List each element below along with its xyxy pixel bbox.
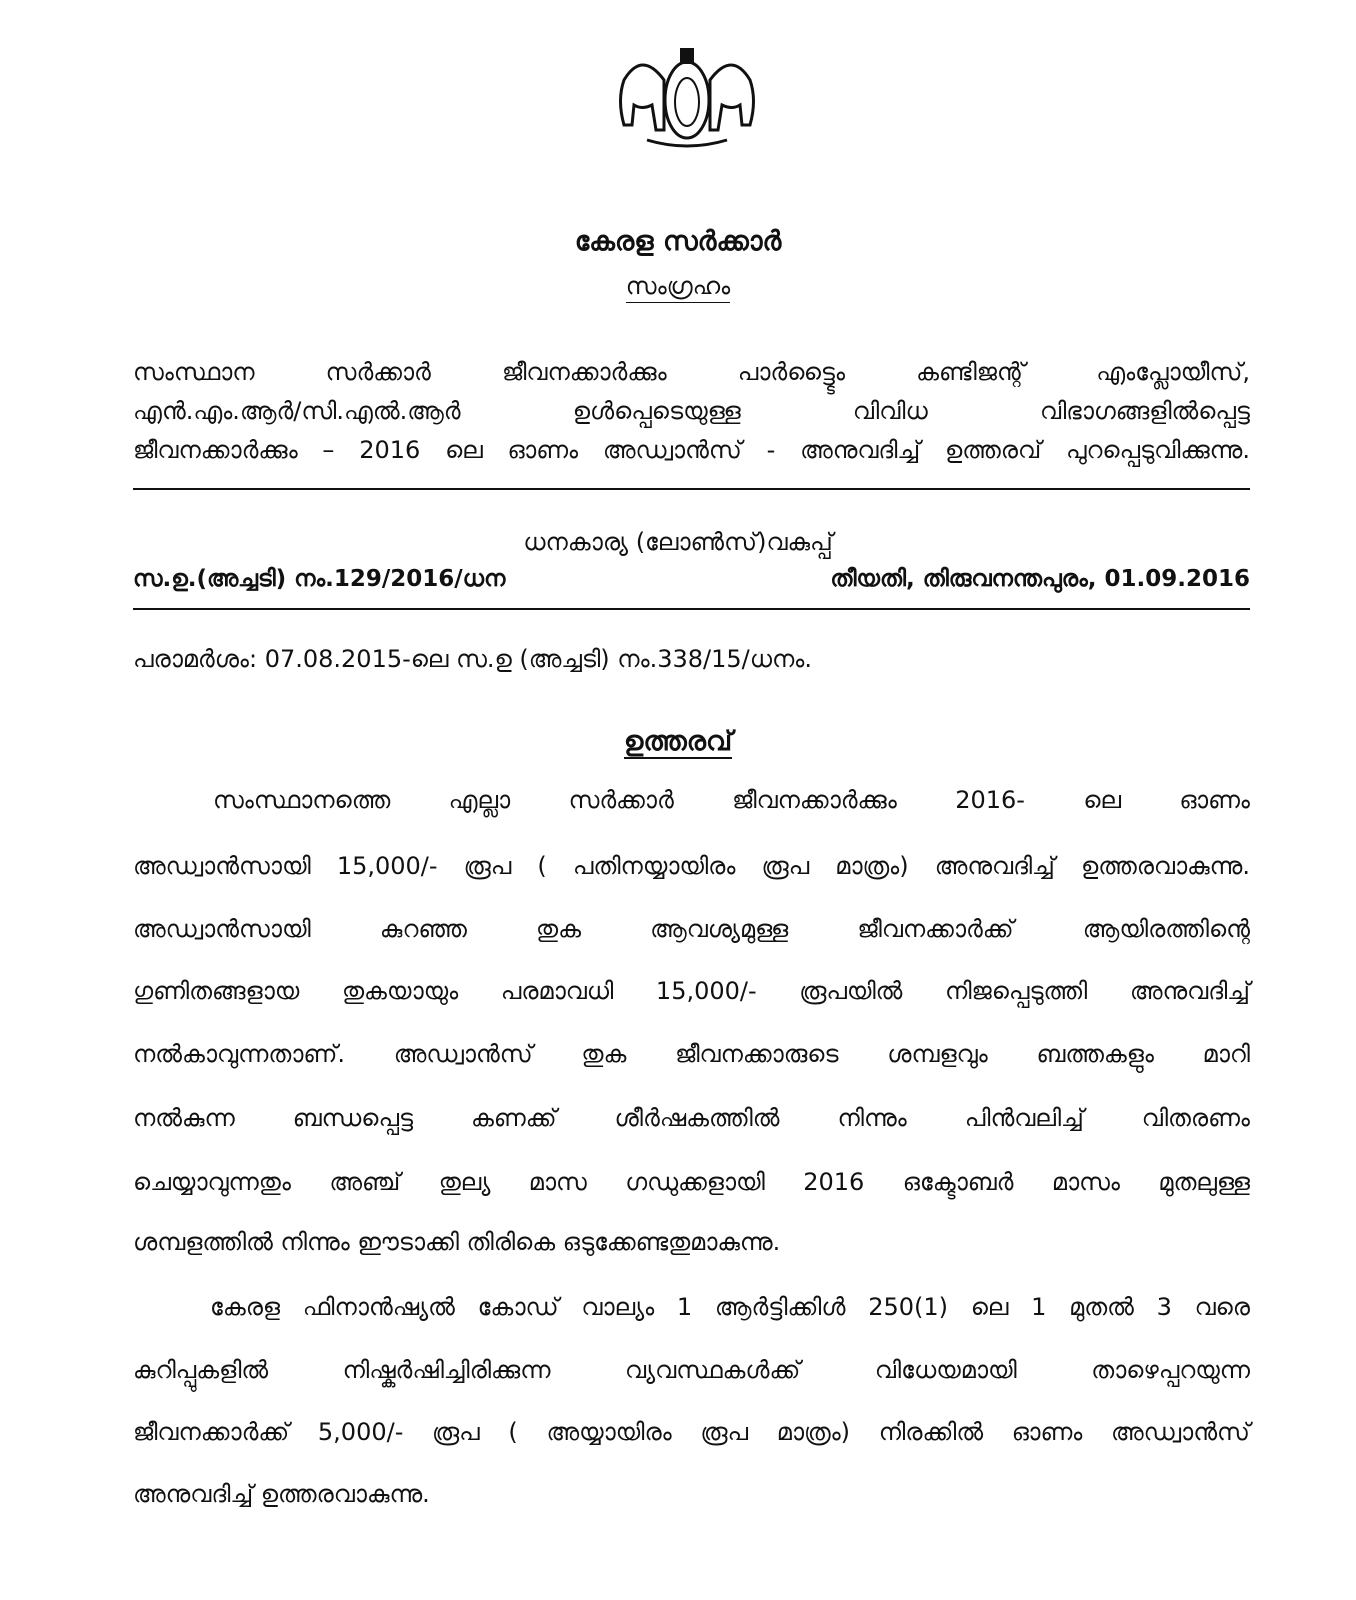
order-heading-text: ഉത്തരവ് bbox=[623, 726, 733, 757]
paragraph-line: ജീവനക്കാർക്ക് 5,000/- രൂപ ( അയ്യായിരം രൂപ മാത്രം) നിരക്കിൽ ഓണം അഡ്വാൻസ് bbox=[133, 1418, 1250, 1446]
summary-line: സംസ്ഥാന സർക്കാർ ജീവനക്കാർക്കും പാർട്ട്ടൈം കണ്ടിജന്റ് എംപ്ലോയീസ്, bbox=[133, 358, 1250, 386]
paragraph-line: സംസ്ഥാനത്തെ എല്ലാ സർക്കാർ ജീവനക്കാർക്കും 2016- ലെ ഓണം bbox=[213, 786, 1250, 814]
divider bbox=[133, 608, 1250, 610]
reference: പരാമർശം: 07.08.2015-ലെ സ.ഉ (അച്ചടി) നം.338/15/ധനം. bbox=[133, 645, 812, 673]
divider bbox=[133, 488, 1250, 490]
paragraph-line: ചെയ്യാവുന്നതും അഞ്ച് തുല്യ മാസ ഗഡുക്കളായി 2016 ഒക്ടോബർ മാസം മുതലുള്ള bbox=[133, 1168, 1250, 1196]
department: ധനകാര്യ (ലോൺസ്)വകുപ്പ് bbox=[523, 528, 833, 556]
paragraph-line: കേരള ഫിനാൻഷ്യൽ കോഡ് വാല്യം 1 ആർട്ടിക്കിൾ 250(1) ലെ 1 മുതൽ 3 വരെ bbox=[210, 1293, 1250, 1321]
order-number: സ.ഉ.(അച്ചടി) നം.129/2016/ധന bbox=[133, 566, 506, 592]
paragraph-line: കുറിപ്പുകളിൽ നിഷ്കർഷിച്ചിരിക്കുന്ന വ്യവസ്ഥകൾക്ക് വിധേയമായി താഴെപ്പറയുന്ന bbox=[133, 1356, 1250, 1384]
summary-line: ജീവനക്കാർക്കും – 2016 ലെ ഓണം അഡ്വാൻസ് - അനുവദിച്ച് ഉത്തരവ് പുറപ്പെടുവിക്കുന്നു. bbox=[133, 436, 1250, 464]
paragraph-line: ഗുണിതങ്ങളായ തുകയായും പരമാവധി 15,000/- രൂപയിൽ നിജപ്പെടുത്തി അനുവദിച്ച് bbox=[133, 977, 1250, 1005]
paragraph-line: അഡ്വാൻസായി 15,000/- രൂപ ( പതിനയ്യായിരം രൂപ മാത്രം) അനുവദിച്ച് ഉത്തരവാകുന്നു. bbox=[133, 852, 1250, 880]
government-title: കേരള സർക്കാർ bbox=[574, 226, 782, 257]
order-date: തീയതി, തിരുവനന്തപുരം, 01.09.2016 bbox=[830, 566, 1250, 592]
paragraph-line: അഡ്വാൻസായി കുറഞ്ഞ തുക ആവശ്യമുള്ള ജീവനക്കാർക്ക് ആയിരത്തിന്റെ bbox=[133, 915, 1250, 943]
summary-label-text: സംഗ്രഹം bbox=[626, 272, 730, 303]
kerala-emblem-icon bbox=[612, 40, 762, 152]
summary-line: എൻ.എം.ആർ/സി.എൽ.ആർ ഉൾപ്പെടെയുള്ള വിവിധ വിഭാഗങ്ങളിൽപ്പെട്ട bbox=[133, 397, 1250, 425]
order-heading bbox=[0, 726, 1356, 758]
paragraph-line: നൽകാവുന്നതാണ്. അഡ്വാൻസ് തുക ജീവനക്കാരുടെ ശമ്പളവും ബത്തകളും മാറി bbox=[133, 1040, 1250, 1068]
summary-label bbox=[0, 272, 1356, 300]
paragraph-line: അനുവദിച്ച് ഉത്തരവാകുന്നു. bbox=[133, 1480, 430, 1508]
paragraph-line: നൽകുന്ന ബന്ധപ്പെട്ട കണക്ക് ശീർഷകത്തിൽ നിന്നും പിൻവലിച്ച് വിതരണം bbox=[133, 1104, 1250, 1132]
paragraph-line: ശമ്പളത്തിൽ നിന്നും ഈടാക്കി തിരികെ ഒടുക്കേണ്ടതുമാകുന്നു. bbox=[133, 1228, 781, 1256]
